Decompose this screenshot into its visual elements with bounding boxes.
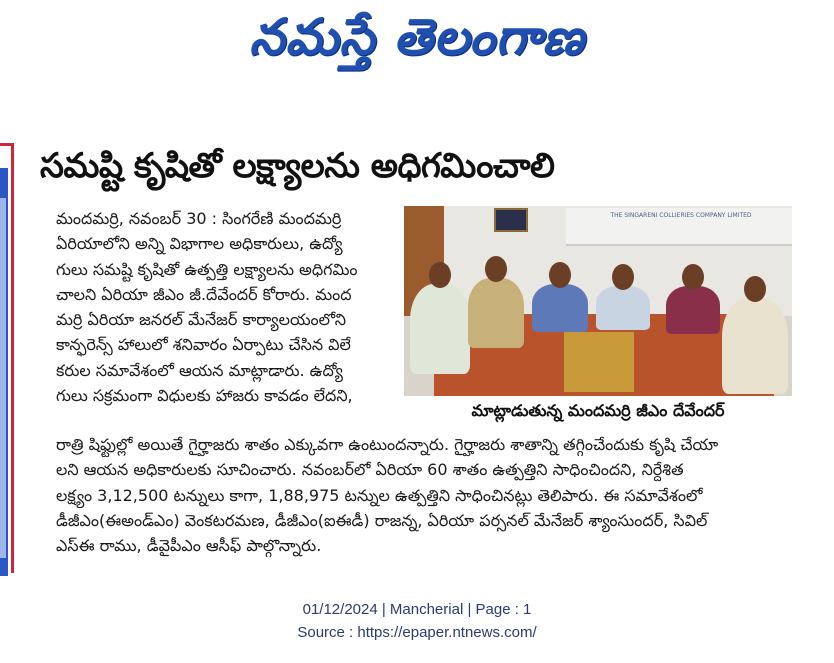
article-line: డీజీఎం(ఈఅండ్ఎం) వెంకటరమణ, డీజీఎం(ఐఈడీ) రాజన్న, ఏరియా పర్సనల్ మేనేజర్ శ్యాంసుందర్, సివిల్	[56, 510, 708, 530]
article-body-column	[56, 206, 396, 408]
photo-person	[666, 286, 720, 334]
article-line: ఎస్ఈ రాము, డీవైపీఎం ఆసీఫ్ పాల్గొన్నారు.	[56, 536, 322, 556]
article-headline: సమష్టి కృషితో లక్ష్యాలను అధిగమించాలి	[40, 146, 555, 186]
article-line: లక్ష్యం 3,12,500 టన్నులు కాగా, 1,88,975 టన్నుల ఉత్పత్తిని సాధించినట్లు తెలిపారు. ఈ సమావేశంలో	[56, 485, 703, 505]
photo-person	[468, 278, 524, 348]
footer-date-page: 01/12/2024 | Mancherial | Page : 1	[302, 601, 532, 618]
photo-caption: మాట్లాడుతున్న మందమర్రి జీఎం దేవేందర్	[471, 401, 725, 420]
photo-console	[564, 332, 634, 392]
photo-person	[410, 284, 470, 374]
page-footer	[0, 598, 834, 644]
article-line: మర్రి ఏరియా జనరల్ మేనేజర్ కార్యాలయంలోని	[56, 310, 346, 330]
article-line: మందమర్రి, నవంబర్ 30 : సింగరేణి మందమర్రి	[56, 209, 342, 228]
article-photo	[404, 206, 792, 396]
masthead	[0, 0, 834, 82]
article-line: లని ఆయన అధికారులకు సూచించారు. నవంబర్‌లో ఏరియా 60 శాతం ఉత్పత్తిని సాధించిందని, నిర్దేశిత	[56, 460, 684, 480]
photo-person	[596, 286, 650, 330]
article-line: గులు సమష్టి కృషితో ఉత్పత్తి లక్ష్యాలను అధిగమిం	[56, 259, 358, 279]
article-line: గులు సక్రమంగా విధులకు హాజరు కావడం లేదని,	[56, 386, 353, 406]
article-body-wide	[56, 432, 796, 558]
photo-projection-screen	[566, 208, 792, 246]
article-line: కాన్ఫరెన్స్ హాలులో శనివారం ఏర్పాటు చేసిన విలే	[56, 335, 351, 355]
photo-person	[532, 284, 588, 332]
article-line: కరుల సమావేశంలో ఆయన మాట్లాడారు. ఉద్యో	[56, 360, 343, 380]
photo-banner-text: THE SINGARENI COLLIERIES COMPANY LIMITED	[610, 212, 752, 219]
adjacent-article-strip-inner	[0, 198, 6, 558]
article-line: రాత్రి షిఫ్టుల్లో అయితే గైర్హాజరు శాతం ఎక్కువగా ఉంటుందన్నారు. గైర్హాజరు శాతాన్ని తగ్గించేందుకు కృషి చేయా	[56, 435, 719, 454]
photo-person	[722, 298, 788, 394]
article-line: చాలని ఏరియా జీఎం జీ.దేవేందర్ కోరారు. మంద	[56, 284, 352, 304]
newspaper-logo: నమస్తే తెలంగాణ	[249, 8, 585, 66]
footer-source: Source : https://epaper.ntnews.com/	[297, 624, 537, 641]
article-line: ఏరియాలోని అన్ని విభాగాల అధికారులు, ఉద్యో	[56, 234, 343, 254]
photo-frame	[494, 208, 528, 232]
